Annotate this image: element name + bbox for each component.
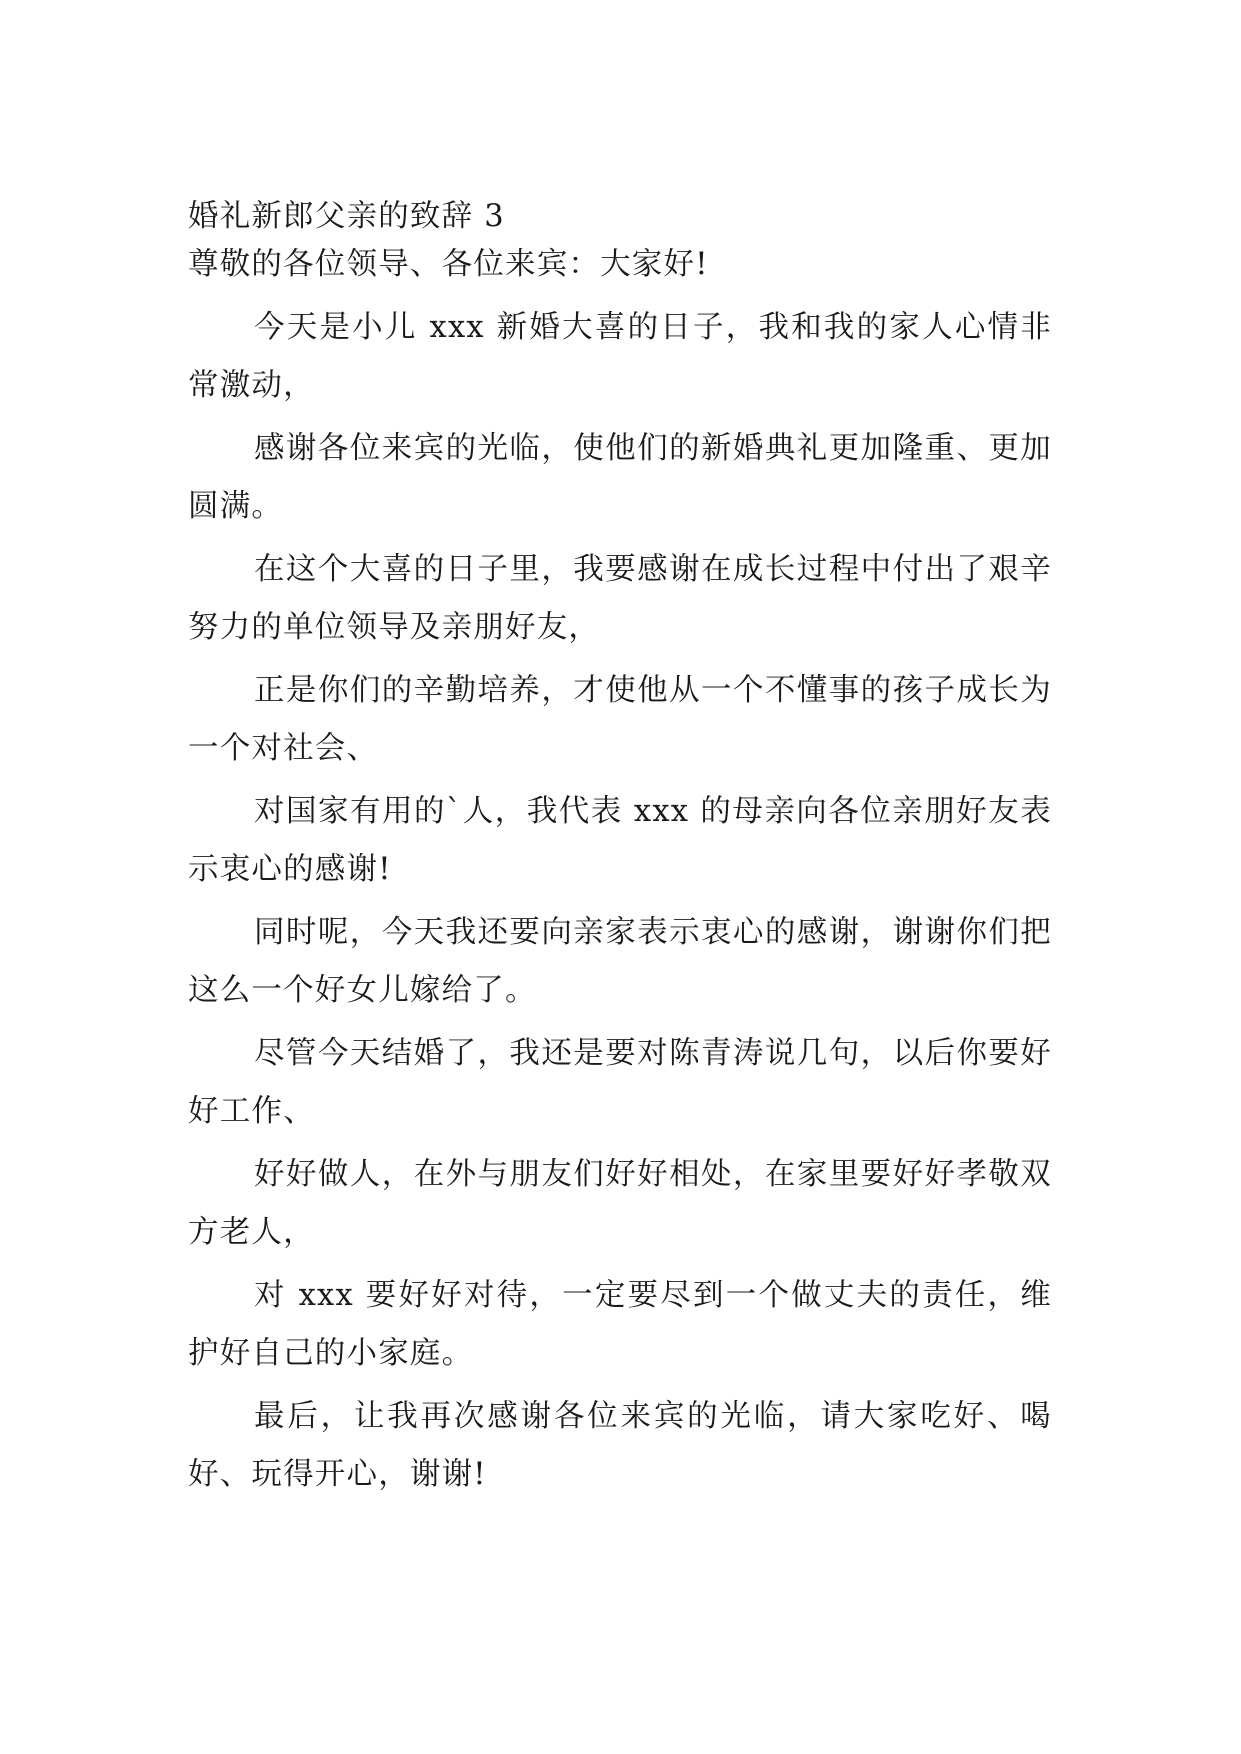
paragraph: 最后，让我再次感谢各位来宾的光临，请大家吃好、喝好、玩得开心，谢谢!: [188, 1399, 1052, 1492]
paragraph: 对 xxx 要好好对待，一定要尽到一个做丈夫的责任，维护好自己的小家庭。: [188, 1278, 1052, 1371]
paragraph: 今天是小儿 xxx 新婚大喜的日子，我和我的家人心情非常激动，: [188, 310, 1052, 403]
paragraph: 好好做人，在外与朋友们好好相处，在家里要好好孝敬双方老人，: [188, 1157, 1052, 1250]
paragraph: 对国家有用的`人，我代表 xxx 的母亲向各位亲朋好友表示衷心的感谢!: [188, 794, 1052, 887]
document-body: [188, 193, 1052, 1509]
paragraph: 正是你们的辛勤培养，才使他从一个不懂事的孩子成长为一个对社会、: [188, 673, 1052, 766]
paragraph: 尽管今天结婚了，我还是要对陈青涛说几句，以后你要好好工作、: [188, 1036, 1052, 1129]
salutation: 尊敬的各位领导、各位来宾：大家好!: [188, 247, 709, 282]
paragraph: 同时呢，今天我还要向亲家表示衷心的感谢，谢谢你们把这么一个好女儿嫁给了。: [188, 915, 1052, 1008]
document-title: 婚礼新郎父亲的致辞 3: [188, 199, 505, 234]
paragraph: 在这个大喜的日子里，我要感谢在成长过程中付出了艰辛努力的单位领导及亲朋好友，: [188, 552, 1052, 645]
paragraph: 感谢各位来宾的光临，使他们的新婚典礼更加隆重、更加圆满。: [188, 431, 1052, 524]
